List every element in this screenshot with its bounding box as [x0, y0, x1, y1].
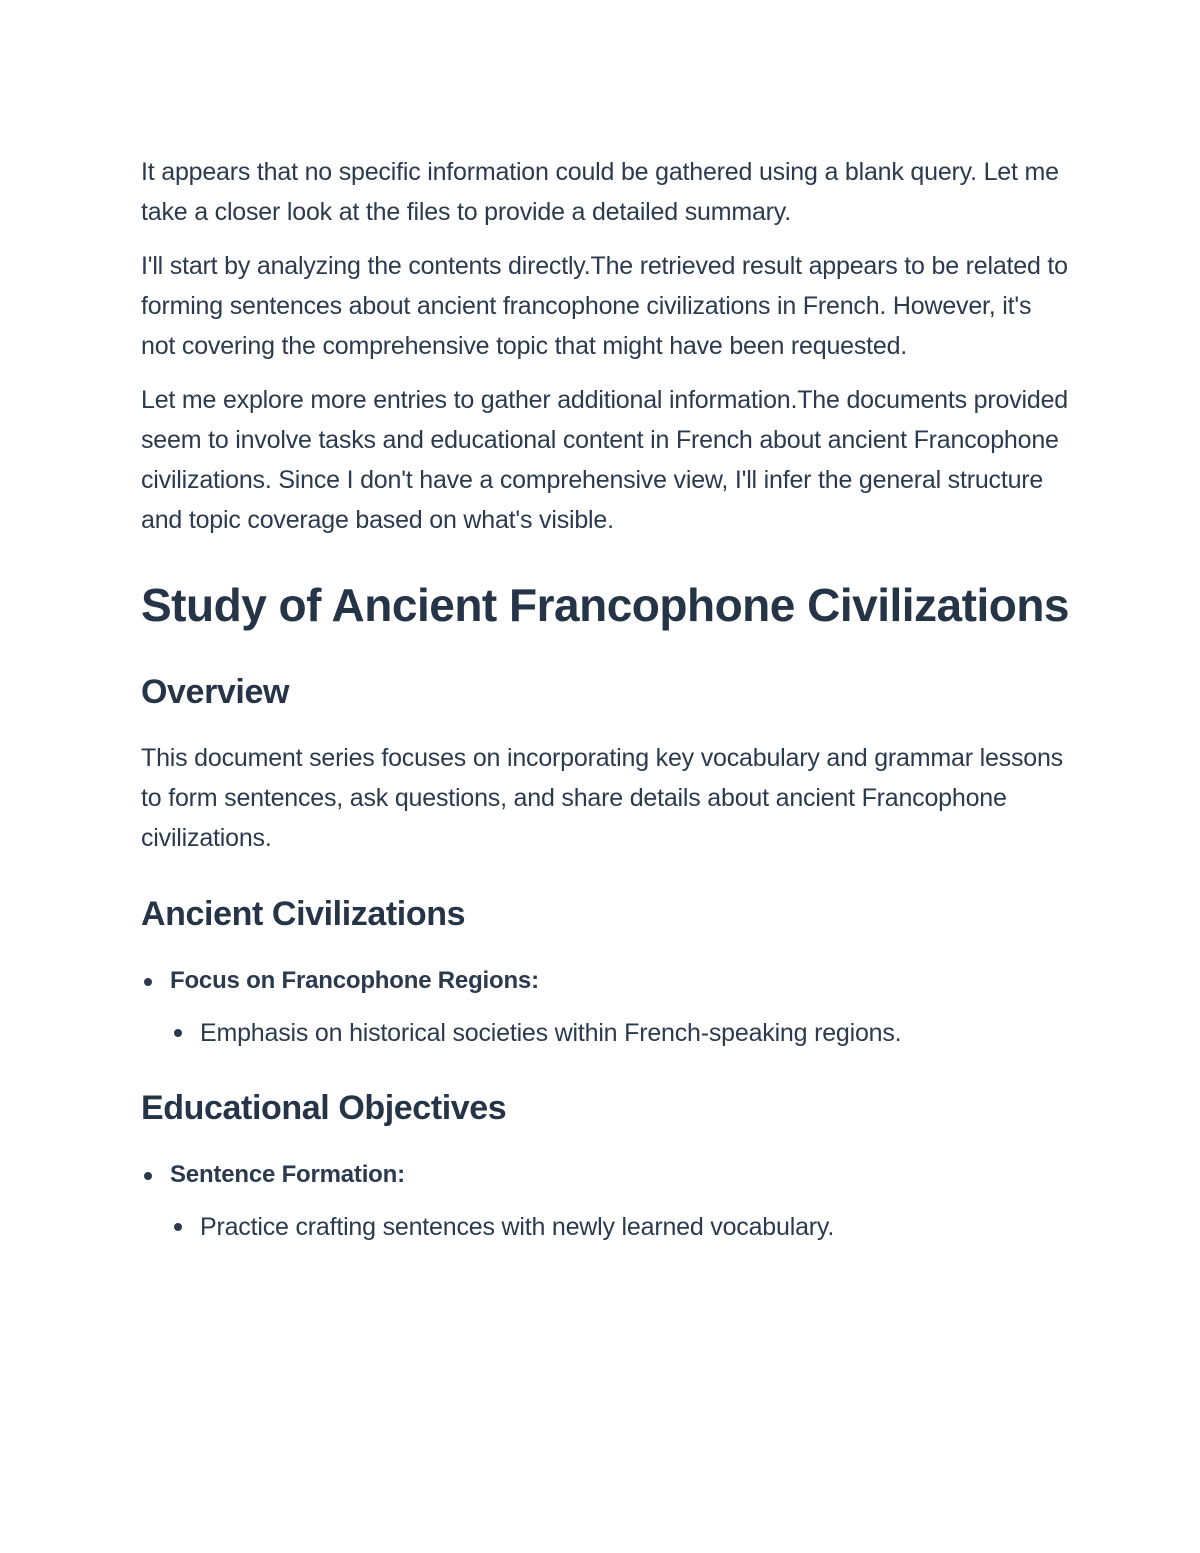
bullet-icon — [174, 1029, 182, 1037]
document-title: Study of Ancient Francophone Civilizations — [141, 579, 1070, 631]
overview-text: This document series focuses on incorporating key vocabulary and grammar lessons to form sentences, ask questions, and share details about ancient Francophone civilizations. — [141, 744, 1063, 852]
list-item — [141, 964, 1071, 1052]
sub-list-item-text: Practice crafting sentences with newly learned vocabulary. — [200, 1213, 835, 1241]
sub-list — [170, 1208, 1071, 1246]
intro-paragraph-2: I'll start by analyzing the contents directly.The retrieved result appears to be related to forming sentences about ancient francophone civilizations in French. However, it's not covering the comprehensive topic that might have been requested. — [141, 252, 1068, 360]
intro-section — [141, 152, 1071, 540]
ancient-civilizations-section — [141, 892, 1071, 1052]
sub-list-item-text: Emphasis on historical societies within French-speaking regions. — [200, 1019, 902, 1047]
bullet-icon — [144, 978, 152, 986]
document-page — [141, 152, 1071, 1246]
intro-paragraph-1: It appears that no specific information could be gathered using a blank query. Let me take a closer look at the files to provide a detailed summary. — [141, 158, 1059, 226]
educational-objectives-heading: Educational Objectives — [141, 1089, 507, 1127]
list-item — [141, 1158, 1071, 1246]
educational-objectives-section — [141, 1086, 1071, 1246]
bullet-icon — [174, 1223, 182, 1231]
overview-section — [141, 670, 1071, 858]
intro-paragraph-3: Let me explore more entries to gather additional information.The documents provided seem to involve tasks and educational content in French about ancient Francophone civilizations. Since I don't have a comprehensive view, I'll infer the general structure and topic coverage based on what's visible. — [141, 386, 1068, 534]
ancient-civilizations-list — [141, 964, 1071, 1052]
list-item-label: Sentence Formation: — [170, 1161, 405, 1188]
educational-objectives-list — [141, 1158, 1071, 1246]
bullet-icon — [144, 1172, 152, 1180]
sub-list — [170, 1014, 1071, 1052]
list-item-label: Focus on Francophone Regions: — [170, 967, 539, 994]
sub-list-item — [170, 1208, 1071, 1246]
overview-heading: Overview — [141, 673, 290, 711]
ancient-civilizations-heading: Ancient Civilizations — [141, 895, 466, 933]
sub-list-item — [170, 1014, 1071, 1052]
